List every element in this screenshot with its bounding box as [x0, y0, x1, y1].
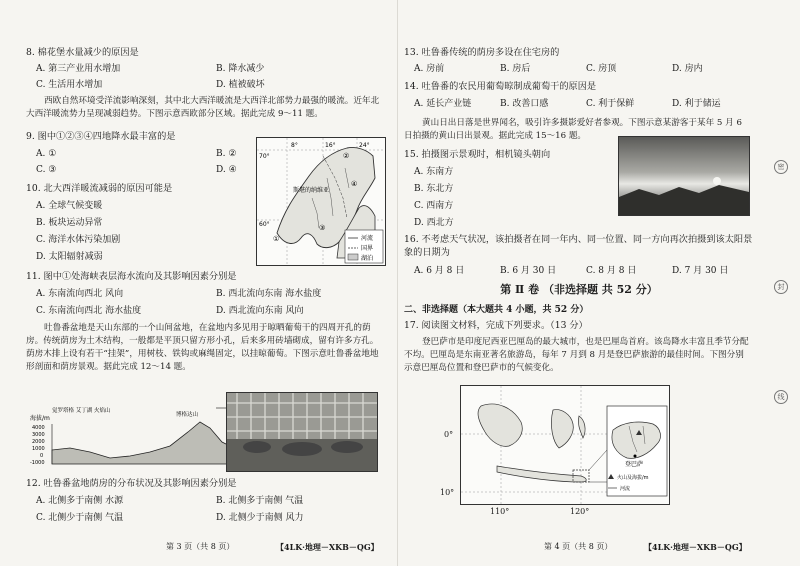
q13-option-b: B. 房后: [500, 64, 531, 74]
q8-option-c: C. 生活用水增加: [36, 80, 103, 90]
bali-legend-river: 河流: [620, 486, 631, 492]
q11-option-d: D. 西北流向东南 风向: [216, 306, 304, 316]
q8-option-b: B. 降水减少: [216, 64, 265, 74]
bali-map-lat-10: 10°: [440, 488, 455, 497]
map-lat-60: 60°: [259, 221, 270, 228]
q16-option-c: C. 8 月 8 日: [586, 266, 637, 276]
page-divider: [397, 0, 398, 566]
intro-9-11: 西欧自然环境受洋流影响深刻，其中北大西洋暖流是大西洋北部势力最强的暖流。近年北大西洋暖流势力呈现减弱趋势。下图示意西欧部分区域。据此完成 9～11 题。: [26, 96, 380, 119]
q15-option-b: B. 东北方: [414, 184, 454, 194]
q12-stem: 12. 吐鲁番盆地荫房的分布状况及其影响因素分别是: [26, 478, 237, 489]
q11-option-b: B. 西北流向东南 海水盐度: [216, 289, 322, 299]
q10-option-c: C. 海洋水体污染加剧: [36, 235, 121, 245]
bali-map-lat-0: 0°: [444, 430, 454, 439]
profile-tick-3000: 3000: [32, 432, 45, 438]
q14-option-b: B. 改善口感: [500, 99, 549, 109]
profile-peak-labels-2: 博格达山: [176, 412, 199, 418]
q17-material: 登巴萨市是印度尼西亚巴厘岛的最大城市，也是巴厘岛首府。该岛降水丰富且季节分配不均。巴厘岛是东南亚著名旅游岛，每年 7 月到 8 月是登巴萨旅游的最佳时间。下图分别示意巴厘岛位置和登巴萨市的气候变化。: [404, 337, 749, 373]
q9-stem: 9. 图中①②③④四地降水最丰富的是: [26, 131, 176, 142]
q11-stem: 11. 图中①处海峡表层海水流向及其影响因素分别是: [26, 271, 237, 282]
q16-option-b: B. 6 月 30 日: [500, 266, 557, 276]
bali-location-map-svg: [461, 386, 669, 504]
q8-stem: 8. 棉花堡水量减少的原因是: [26, 47, 139, 58]
map-marker-1: ①: [273, 235, 280, 243]
q11-option-c: C. 东南流向西北 海水盐度: [36, 306, 142, 316]
q14-option-c: C. 利于保鲜: [586, 99, 635, 109]
q8-option-a: A. 第三产业用水增加: [36, 64, 121, 74]
binding-mark-1: 密: [774, 160, 794, 174]
huangshan-sunrise-photo: [618, 136, 750, 216]
bali-map-lon-120: 120°: [570, 507, 590, 516]
profile-tick-0: 0: [40, 453, 44, 459]
map-lon-16: 16°: [325, 142, 336, 149]
profile-tick-neg1000: -1000: [30, 460, 45, 466]
q17-stem: 17. 阅读图文材料，完成下列要求。（13 分）: [404, 320, 588, 331]
q15-option-a: A. 东南方: [414, 167, 454, 177]
q14-option-d: D. 利于储运: [672, 99, 721, 109]
terrain-profile-svg: [30, 402, 240, 472]
map-lon-24: 24°: [359, 142, 370, 149]
binding-mark-3: 线: [774, 390, 794, 404]
q9-option-b: B. ②: [216, 149, 237, 159]
left-footer-code: 【4LK·地理－XKB－QG】: [276, 542, 379, 552]
terrain-profile: [30, 402, 240, 472]
q14-option-a: A. 延长产业链: [414, 99, 472, 109]
right-footer-code: 【4LK·地理－XKB－QG】: [644, 542, 747, 552]
q16-option-d: D. 7 月 30 日: [672, 266, 729, 276]
intro-15-16: 黄山日出日落是世界闻名，吸引许多摄影爱好者参观。下图示意某游客于某年 5 月 6 日拍摄的黄山日出景观。据此完成 15～16 题。: [404, 118, 742, 141]
q9-option-a: A. ①: [36, 149, 57, 159]
bali-location-map: [460, 385, 670, 505]
q12-option-a: A. 北侧多于南侧 水源: [36, 496, 124, 506]
q13-stem: 13. 吐鲁番传统的荫房多设在住宅房的: [404, 47, 560, 58]
q15-option-d: D. 西北方: [414, 218, 454, 228]
western-europe-map: [256, 137, 386, 266]
q8-option-d: D. 植被破坏: [216, 80, 265, 90]
q12-option-d: D. 北侧少于南侧 风力: [216, 513, 304, 523]
q9-option-c: C. ③: [36, 165, 57, 175]
q11-option-a: A. 东南流向西北 风向: [36, 289, 124, 299]
shade-house-photo: [226, 392, 378, 472]
q10-option-b: B. 板块运动异常: [36, 218, 103, 228]
q13-option-a: A. 房前: [414, 64, 445, 74]
q12-option-b: B. 北侧多于南侧 气温: [216, 496, 304, 506]
map-legend-lake: 湖泊: [361, 255, 374, 262]
map-lat-70: 70°: [259, 153, 270, 160]
q15-stem: 15. 拍摄图示景观时，相机镜头朝向: [404, 149, 551, 160]
profile-ylabel: 海拔/m: [30, 415, 50, 422]
sunrise-photo-svg: [619, 137, 749, 215]
q10-option-a: A. 全球气候变暖: [36, 201, 103, 211]
bali-legend-volcano: 火山及海拔/m: [617, 475, 649, 481]
q16-stem: 16. 不考虑天气状况，该拍摄者在同一年内、同一位置、同一方向再次拍摄到该太阳景象的日期为: [404, 234, 753, 258]
map-legend-river: 河流: [361, 235, 374, 242]
map-legend-border: 国界: [361, 245, 374, 252]
q10-stem: 10. 北大西洋暖流减弱的原因可能是: [26, 183, 173, 194]
map-marker-3: ③: [319, 224, 326, 232]
right-footer-page: 第 4 页（共 8 页）: [544, 542, 613, 551]
map-lon-8: 8°: [291, 142, 298, 149]
section-2-subtitle: 二、非选择题（本大题共 4 小题，共 52 分）: [404, 305, 589, 315]
profile-tick-4000: 4000: [32, 425, 45, 431]
q14-stem: 14. 吐鲁番的农民用葡萄晾制成葡萄干的原因是: [404, 81, 597, 92]
left-footer-page: 第 3 页（共 8 页）: [166, 542, 235, 551]
map-marker-4: ④: [351, 180, 358, 188]
profile-tick-1000: 1000: [32, 446, 45, 452]
q13-option-c: C. 房顶: [586, 64, 617, 74]
q15-option-c: C. 西南方: [414, 201, 454, 211]
q12-option-c: C. 北侧少于南侧 气温: [36, 513, 124, 523]
intro-12-14: 吐鲁番盆地是天山东部的一个山间盆地，在盆地内多见用于晾晒葡萄干的四周开孔的荫房。传统荫房为土木结构，一般都是平顶只留方形小孔，后来多用砖墙砌成，留有许多方孔。荫房木排上设有若干“挂架”，用树枝、铁钩或麻绳固定，以挂晾葡萄。下图示意吐鲁番盆地地形剖面和荫房景观。据此完成 12～14 题。: [26, 323, 379, 372]
western-europe-map-svg: [257, 138, 385, 265]
bali-map-lon-110: 110°: [490, 507, 510, 516]
profile-peak-labels-1: 觉罗塔格 艾丁湖 火焰山: [52, 408, 111, 414]
q10-option-d: D. 太阳辐射减弱: [36, 252, 103, 262]
map-region-label: 斯堪的纳维亚: [293, 187, 330, 194]
q13-option-d: D. 房内: [672, 64, 703, 74]
q9-option-d: D. ④: [216, 165, 237, 175]
map-marker-2: ②: [343, 152, 350, 160]
bali-city-label: 登巴萨: [625, 461, 644, 468]
section-2-title: 第 Ⅱ 卷 （非选择题 共 52 分）: [500, 283, 658, 296]
binding-mark-2: 封: [774, 280, 794, 294]
q16-option-a: A. 6 月 8 日: [414, 266, 465, 276]
shade-house-photo-svg: [227, 393, 377, 471]
profile-tick-2000: 2000: [32, 439, 45, 445]
